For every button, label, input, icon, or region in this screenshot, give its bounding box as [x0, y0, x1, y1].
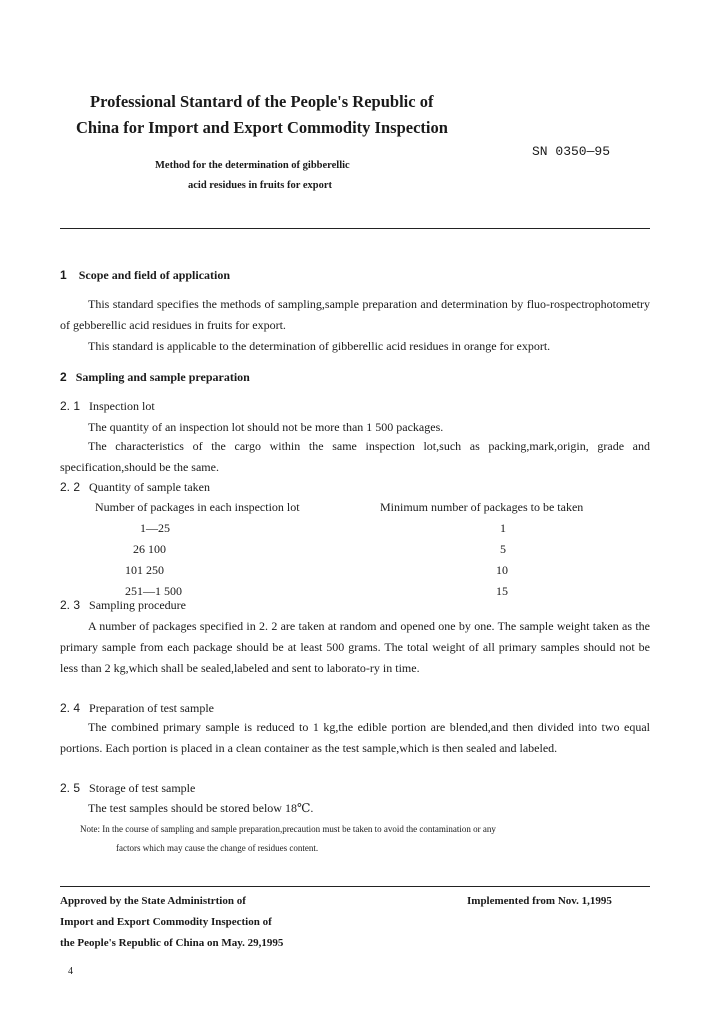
approved-line-2: Import and Export Commodity Inspection of [60, 916, 272, 928]
subsection-2-5-heading [60, 781, 195, 796]
table-cell-minimum: 15 [496, 584, 508, 598]
subsection-2-1-paragraph-1: The quantity of an inspection lot should not be more than 1 500 packages. [88, 420, 444, 434]
section-1-paragraph-1: This standard specifies the methods of sampling,sample preparation and determination by fluo-rospectrophotometry of gebberellic acid residues in fruits for export. [60, 297, 650, 332]
page-number: 4 [68, 966, 73, 977]
table-cell-range: 26 100 [133, 542, 166, 556]
subsection-2-2-title: Quantity of sample taken [89, 480, 210, 494]
standard-number: SN 0350—95 [532, 144, 611, 159]
subsection-2-3-number: 2. 3 [60, 598, 81, 612]
footer-divider [60, 886, 650, 887]
subsection-2-1-title: Inspection lot [89, 399, 155, 413]
subsection-2-4-title: Preparation of test sample [89, 701, 214, 715]
table-cell-range: 1—25 [140, 521, 170, 535]
section-1-paragraph-2: This standard is applicable to the determination of gibberellic acid residues in orange for export. [88, 339, 551, 353]
subsection-2-3-title: Sampling procedure [89, 598, 186, 612]
subtitle-line-2: acid residues in fruits for export [188, 180, 332, 191]
subsection-2-1-heading [60, 399, 155, 414]
section-1-heading [60, 268, 230, 283]
subsection-2-4-heading [60, 701, 214, 716]
table-cell-range: 251—1 500 [125, 584, 182, 598]
subsection-2-2-number: 2. 2 [60, 480, 81, 494]
subsection-2-3-paragraph: A number of packages specified in 2. 2 are taken at random and opened one by one. The sample weight taken as the primary sample from each package should be at least 500 grams. The total weight of all primary samples should not be less than 2 kg,which shall be sealed,labeled and sent to laborato-ry in time. [60, 619, 650, 675]
table-cell-minimum: 1 [500, 521, 506, 535]
approved-line-1: Approved by the State Administrtion of [60, 895, 246, 907]
subsection-2-5-title: Storage of test sample [89, 781, 196, 795]
title-line-2: China for Import and Export Commodity Inspection [76, 118, 448, 137]
subsection-2-4-number: 2. 4 [60, 701, 81, 715]
section-1-title: Scope and field of application [78, 268, 231, 282]
header-divider [60, 228, 650, 229]
section-2-heading [60, 370, 250, 385]
sample-quantity-table [95, 497, 630, 602]
subsection-2-3-heading [60, 598, 186, 613]
subsection-2-1-number: 2. 1 [60, 399, 81, 413]
note-line-1: Note: In the course of sampling and sample preparation,precaution must be taken to avoid the contamination or any [80, 824, 496, 834]
table-header-minimum: Minimum number of packages to be taken [380, 500, 584, 514]
table-cell-minimum: 5 [500, 542, 506, 556]
subtitle-line-1: Method for the determination of gibberellic [155, 160, 350, 171]
table-header-packages: Number of packages in each inspection lot [95, 500, 300, 514]
section-1-number: 1 [60, 268, 67, 282]
table-cell-range: 101 250 [125, 563, 164, 577]
section-2-number: 2 [60, 370, 67, 384]
table-row [95, 539, 630, 560]
subsection-2-5-number: 2. 5 [60, 781, 81, 795]
subsection-2-5-paragraph: The test samples should be stored below 18℃. [88, 801, 314, 815]
table-row [95, 560, 630, 581]
note-line-2: factors which may cause the change of residues content. [116, 843, 319, 853]
table-row [95, 518, 630, 539]
implemented-date: Implemented from Nov. 1,1995 [467, 895, 612, 907]
subsection-2-2-heading [60, 480, 210, 495]
section-2-title: Sampling and sample preparation [75, 370, 250, 384]
subsection-2-4-paragraph: The combined primary sample is reduced to 1 kg,the edible portion are blended,and then divided into two equal portions. Each portion is placed in a clean container as the test sample,which is then sealed and labeled. [60, 720, 650, 755]
table-header-row [95, 497, 630, 518]
approved-line-3: the People's Republic of China on May. 29,1995 [60, 937, 284, 949]
table-cell-minimum: 10 [496, 563, 508, 577]
subsection-2-1-paragraph-2: The characteristics of the cargo within the same inspection lot,such as packing,mark,origin, grade and specification,should be the same. [60, 439, 650, 474]
title-line-1: Professional Stantard of the People's Republic of [90, 92, 434, 111]
